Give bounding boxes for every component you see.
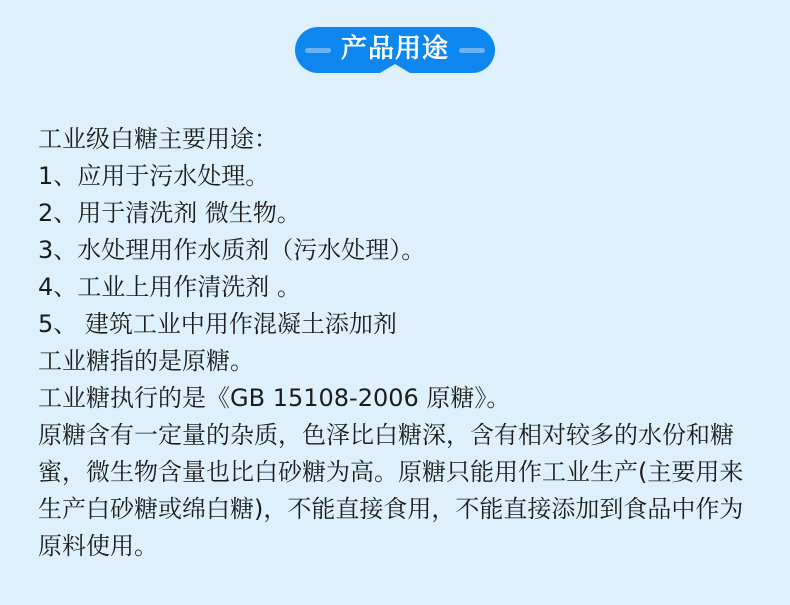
text-line: 蜜，微生物含量也比白砂糖为高。原糖只能用作工业生产(主要用来 <box>38 458 744 486</box>
badge-dash-left-icon <box>305 48 331 53</box>
section-header-badge <box>295 27 495 73</box>
text-line: 5、 建筑工业中用作混凝土添加剂 <box>38 310 397 338</box>
description-text-block <box>38 121 766 565</box>
text-line: 工业糖指的是原糖。 <box>38 347 254 375</box>
text-line: 工业级白糖主要用途： <box>38 125 278 153</box>
badge-dash-right-icon <box>459 48 485 53</box>
text-line: 生产白砂糖或绵白糖)，不能直接食用，不能直接添加到食品中作为 <box>38 495 744 523</box>
text-line: 1、应用于污水处理。 <box>38 162 270 190</box>
badge-bottom-notch <box>380 64 410 73</box>
text-line: 原料使用。 <box>38 532 158 560</box>
text-line: 原糖含有一定量的杂质，色泽比白糖深，含有相对较多的水份和糖 <box>38 421 734 449</box>
text-line: 2、用于清洗剂 微生物。 <box>38 199 301 227</box>
text-line: 4、工业上用作清洗剂 。 <box>38 273 301 301</box>
text-line: 工业糖执行的是《GB 15108-2006 原糖》。 <box>38 384 511 412</box>
section-title: 产品用途 <box>340 34 449 64</box>
text-line: 3、水处理用作水质剂（污水处理）。 <box>38 236 426 264</box>
